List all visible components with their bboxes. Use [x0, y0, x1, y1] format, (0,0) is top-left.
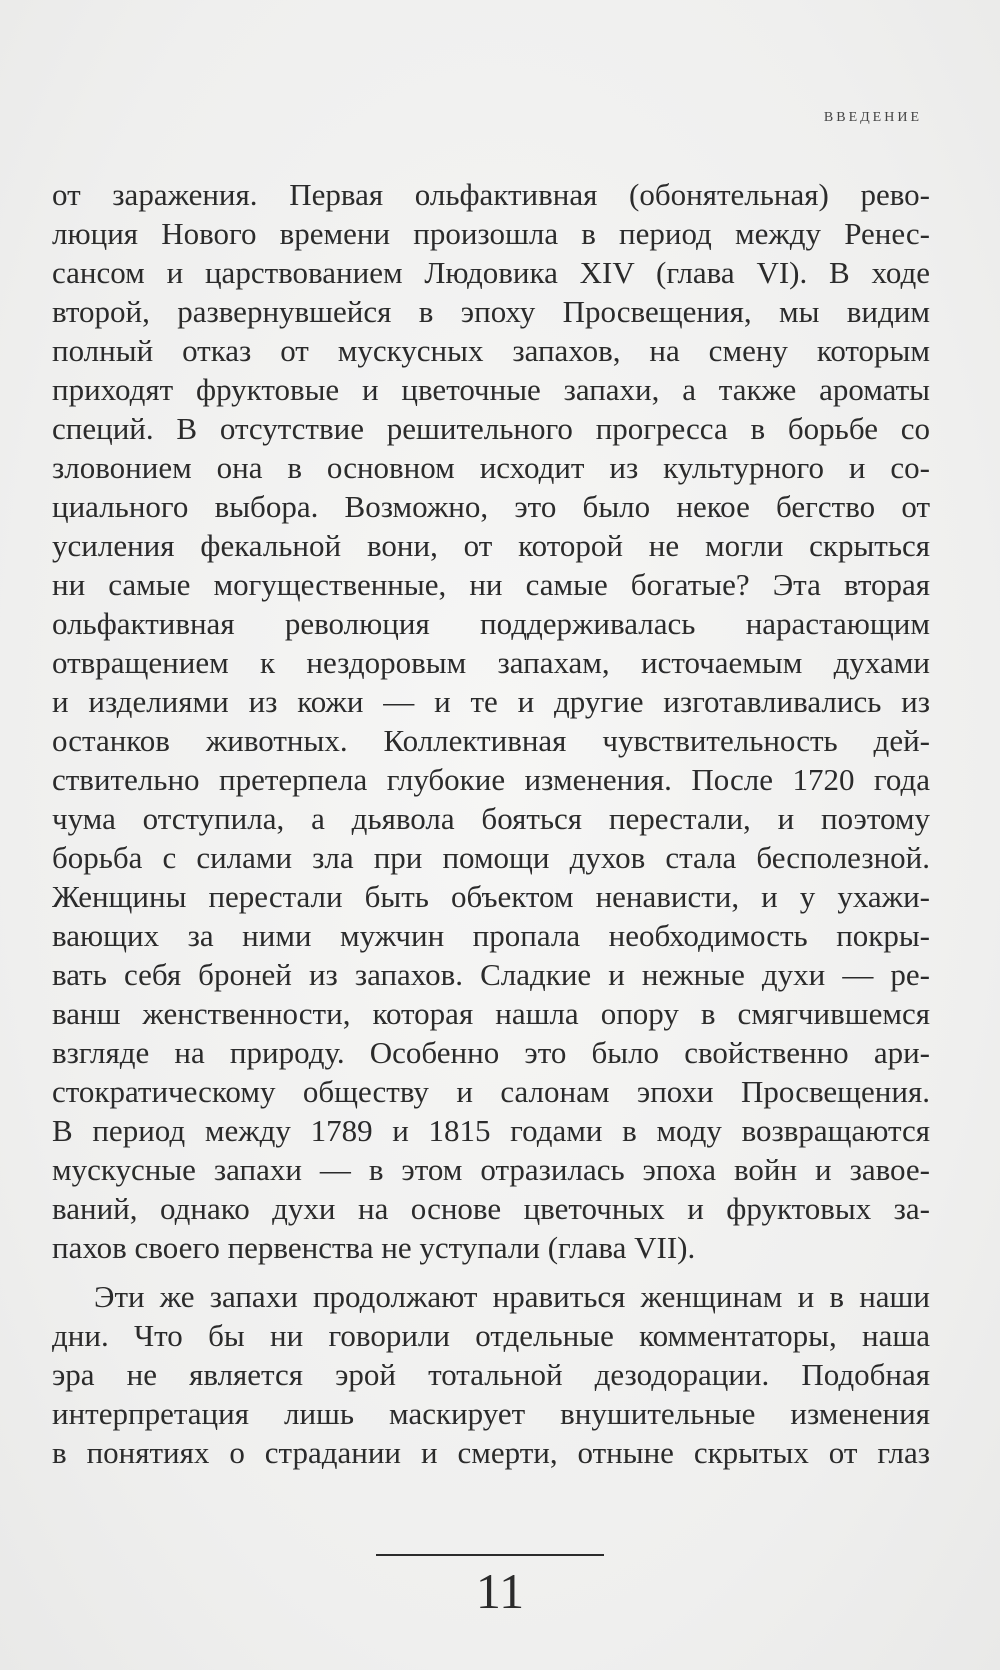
text-line: второй, развернувшейся в эпоху Просвещения, мы видим [52, 294, 930, 329]
text-line: стократическому обществу и салонам эпохи Просвещения. [52, 1074, 930, 1109]
text-line: люция Нового времени произошла в период между Ренес- [52, 216, 930, 251]
text-line: усиления фекальной вони, от которой не могли скрыться [52, 528, 930, 563]
text-line: ни самые могущественные, ни самые богатые? Эта вторая [52, 567, 930, 602]
running-header: ВВЕДЕНИЕ [823, 110, 922, 125]
text-line: взгляде на природу. Особенно это было свойственно ари- [52, 1035, 930, 1070]
text-line: от заражения. Первая ольфактивная (обонятельная) рево- [52, 177, 930, 212]
body-text [52, 175, 930, 1472]
text-line: сансом и царствованием Людовика XIV (глава VI). В ходе [52, 255, 930, 290]
text-line: отвращением к нездоровым запахам, источаемым духами [52, 645, 930, 680]
text-line: Эти же запахи продолжают нравиться женщинам и в наши [94, 1279, 930, 1314]
text-line: вающих за ними мужчин пропала необходимость покры- [52, 918, 930, 953]
text-line: мускусные запахи — в этом отразилась эпоха войн и завое- [52, 1152, 930, 1187]
text-line: зловонием она в основном исходит из культурного и со- [52, 450, 930, 485]
text-line: эра не является эрой тотальной дезодорации. Подобная [52, 1357, 930, 1392]
footer-rule [376, 1554, 604, 1556]
text-line: пахов своего первенства не уступали (глава VII). [52, 1230, 696, 1265]
text-line: Женщины перестали быть объектом ненависти, и у ухажи- [52, 879, 930, 914]
text-line: циального выбора. Возможно, это было некое бегство от [52, 489, 930, 524]
text-line: вать себя броней из запахов. Сладкие и нежные духи — ре- [52, 957, 930, 992]
text-line: и изделиями из кожи — и те и другие изготавливались из [52, 684, 930, 719]
text-line: в понятиях о страдании и смерти, отныне скрытых от глаз [52, 1435, 930, 1470]
text-line: специй. В отсутствие решительного прогресса в борьбе со [52, 411, 930, 446]
text-line: останков животных. Коллективная чувствительность дей- [52, 723, 930, 758]
text-line: дни. Что бы ни говорили отдельные комментаторы, наша [52, 1318, 930, 1353]
text-line: В период между 1789 и 1815 годами в моду возвращаются [52, 1113, 930, 1148]
page-number: 11 [475, 1563, 525, 1619]
text-line: интерпретация лишь маскирует внушительные изменения [52, 1396, 930, 1431]
text-line: борьба с силами зла при помощи духов стала бесполезной. [52, 840, 930, 875]
text-line: приходят фруктовые и цветочные запахи, а также ароматы [52, 372, 930, 407]
paragraph-2 [52, 1277, 930, 1472]
text-line: чума отступила, а дьявола бояться перестали, и поэтому [52, 801, 930, 836]
text-line: ствительно претерпела глубокие изменения. После 1720 года [52, 762, 930, 797]
text-line: ваний, однако духи на основе цветочных и фруктовых за- [52, 1191, 930, 1226]
text-line: полный отказ от мускусных запахов, на смену которым [52, 333, 930, 368]
text-line: ванш женственности, которая нашла опору в смягчившемся [52, 996, 930, 1031]
paragraph-spacer [52, 1267, 930, 1277]
text-line: ольфактивная революция поддерживалась нарастающим [52, 606, 930, 641]
paragraph-1 [52, 175, 930, 1267]
